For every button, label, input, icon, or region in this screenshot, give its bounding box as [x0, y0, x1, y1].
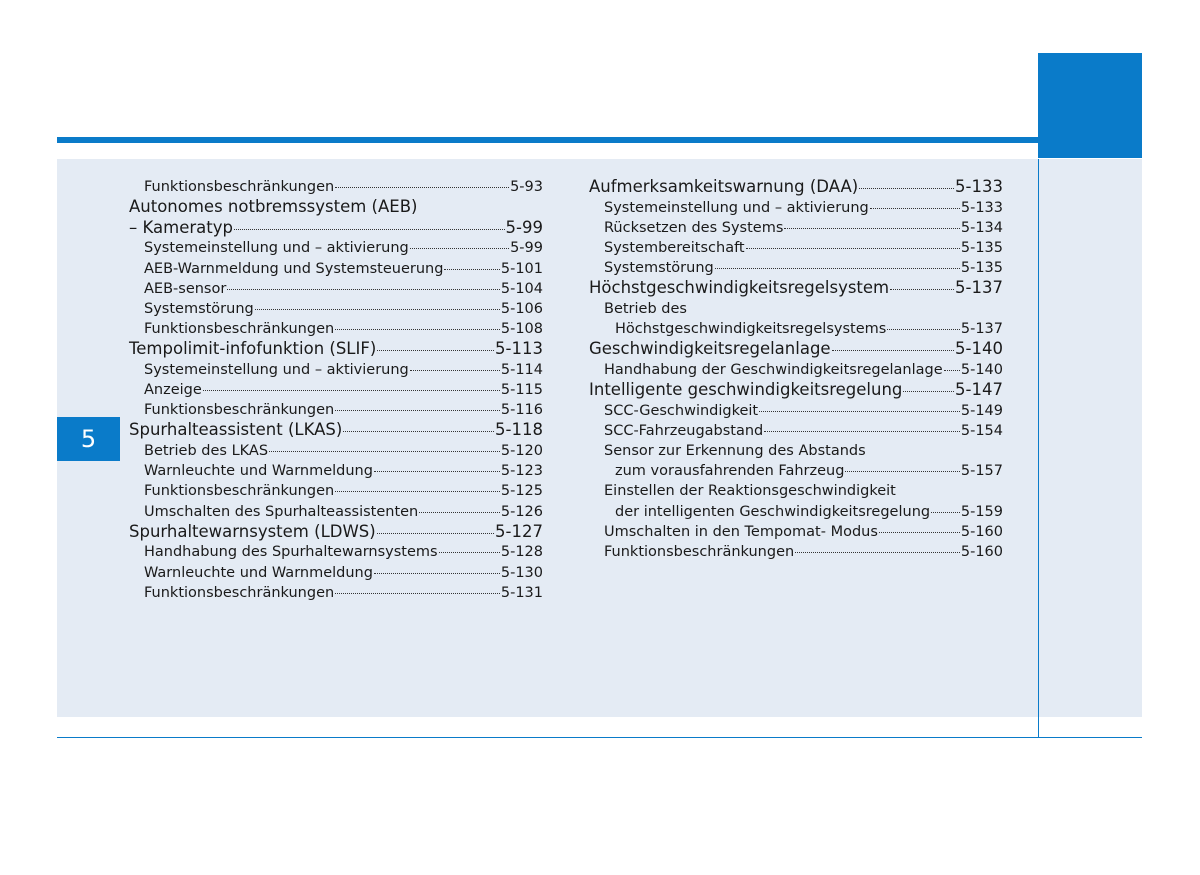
toc-entry-title: – Kameratyp	[129, 217, 233, 237]
toc-entry-page: 5-147	[955, 380, 1003, 400]
toc-entry-title: Systemeinstellung und – aktivierung	[144, 240, 409, 257]
dot-leader	[715, 268, 960, 269]
toc-entry-title: Spurhalteassistent (LKAS)	[129, 420, 343, 440]
toc-entry[interactable]	[589, 542, 1003, 562]
toc-entry-page: 5-137	[960, 321, 1003, 338]
dot-leader	[931, 512, 960, 513]
toc-entry-page: 5-99	[505, 217, 543, 237]
dot-leader	[419, 512, 500, 513]
toc-entry-title: der intelligenten Geschwindigkeitsregelung	[615, 503, 931, 520]
toc-entry[interactable]	[589, 522, 1003, 542]
toc-entry[interactable]	[589, 218, 1003, 238]
toc-entry[interactable]	[129, 177, 543, 197]
toc-entry[interactable]	[589, 421, 1003, 441]
toc-entry-title: Systemstörung	[604, 260, 714, 277]
dot-leader	[859, 188, 954, 189]
toc-entry-page: 5-125	[500, 483, 543, 500]
dot-leader	[335, 410, 500, 411]
toc-entry-title: Geschwindigkeitsregelanlage	[589, 339, 831, 359]
toc-entry-title: Warnleuchte und Warnmeldung	[144, 564, 373, 581]
toc-entry[interactable]	[129, 461, 543, 481]
toc-entry-page: 5-135	[960, 260, 1003, 277]
dot-leader	[410, 370, 500, 371]
toc-entry-page: 5-154	[960, 422, 1003, 439]
toc-entry-title: Funktionsbeschränkungen	[604, 544, 795, 560]
toc-entry-title: Systembereitschaft	[604, 239, 745, 256]
toc-entry-heading: Sensor zur Erkennung des Abstands	[604, 443, 866, 460]
toc-entry-title: AEB-sensor	[144, 280, 227, 297]
toc-entry-page: 5-127	[495, 521, 543, 541]
toc-entry[interactable]	[129, 542, 543, 562]
toc-entry-page: 5-120	[500, 443, 543, 460]
dot-leader	[784, 228, 959, 229]
toc-entry[interactable]	[129, 279, 543, 299]
dot-leader	[944, 370, 960, 371]
toc-entry-page: 5-160	[960, 523, 1003, 540]
toc-entry[interactable]	[129, 238, 543, 258]
dot-leader	[439, 552, 500, 553]
toc-entry[interactable]	[589, 238, 1003, 258]
header-rule	[57, 137, 1038, 143]
toc-entry-page: 5-106	[500, 300, 543, 317]
toc-entry-page: 5-115	[500, 382, 543, 399]
toc-entry-title: Funktionsbeschränkungen	[144, 584, 335, 601]
toc-entry-page: 5-137	[955, 278, 1003, 298]
toc-entry[interactable]	[589, 319, 1003, 339]
dot-leader	[746, 248, 960, 249]
dot-leader	[795, 552, 960, 553]
toc-entry-title: Intelligente geschwindigkeitsregelung	[589, 380, 903, 400]
toc-section-entry[interactable]	[589, 380, 1003, 401]
toc-entry-page: 5-101	[500, 260, 543, 277]
toc-entry-title: Systemeinstellung und – aktivierung	[144, 361, 409, 378]
toc-section-entry[interactable]	[589, 177, 1003, 198]
toc-entry-page: 5-149	[960, 402, 1003, 419]
dot-leader	[335, 593, 500, 594]
toc-entry-title: Umschalten in den Tempomat- Modus	[604, 523, 878, 540]
toc-entry-title: Höchstgeschwindigkeitsregelsystem	[589, 278, 890, 298]
toc-entry-page: 5-133	[960, 199, 1003, 216]
dot-leader	[335, 329, 500, 330]
toc-entry-page: 5-104	[500, 280, 543, 297]
toc-entry-page: 5-140	[955, 339, 1003, 359]
footer-rule	[57, 737, 1142, 738]
dot-leader	[269, 451, 500, 452]
toc-entry-page: 5-134	[960, 219, 1003, 236]
toc-entry-page: 5-128	[500, 544, 543, 561]
toc-entry-page: 5-140	[960, 361, 1003, 378]
dot-leader	[870, 208, 960, 209]
toc-entry-page: 5-126	[500, 503, 543, 520]
toc-entry[interactable]	[589, 502, 1003, 522]
toc-entry[interactable]	[129, 563, 543, 583]
toc-entry-page: 5-108	[500, 321, 543, 338]
toc-entry-title: Funktionsbeschränkungen	[144, 179, 335, 195]
toc-entry-title: Handhabung des Spurhaltewarnsystems	[144, 544, 438, 561]
toc-entry[interactable]	[129, 380, 543, 400]
dot-leader	[759, 411, 960, 412]
dot-leader	[890, 289, 954, 290]
toc-entry-title: SCC-Geschwindigkeit	[604, 402, 759, 419]
dot-leader	[410, 248, 509, 249]
toc-entry[interactable]	[129, 360, 543, 380]
toc-section-entry[interactable]	[129, 218, 543, 239]
toc-section-heading: Autonomes notbremssystem (AEB)	[129, 197, 418, 217]
dot-leader	[764, 431, 960, 432]
dot-leader	[444, 269, 499, 270]
dot-leader	[832, 350, 954, 351]
toc-entry-page: 5-114	[500, 361, 543, 378]
toc-entry-title: Funktionsbeschränkungen	[144, 402, 335, 419]
dot-leader	[879, 532, 960, 533]
toc-entry-page: 5-159	[960, 503, 1003, 520]
toc-column-right	[589, 177, 1003, 562]
dot-leader	[903, 391, 954, 392]
toc-entry[interactable]	[589, 401, 1003, 421]
toc-entry-page: 5-135	[960, 239, 1003, 256]
toc-column-left	[129, 177, 543, 603]
toc-entry-page: 5-116	[500, 402, 543, 419]
dot-leader	[203, 390, 500, 391]
toc-entry-title: Höchstgeschwindigkeitsregelsystems	[615, 321, 887, 338]
toc-entry-title: Aufmerksamkeitswarnung (DAA)	[589, 177, 859, 196]
toc-entry[interactable]	[129, 481, 543, 501]
toc-entry-page: 5-93	[510, 179, 543, 195]
toc-entry-page: 5-160	[960, 544, 1003, 560]
toc-entry[interactable]	[589, 258, 1003, 278]
toc-entry-title: Umschalten des Spurhalteassistenten	[144, 503, 419, 520]
toc-entry-page: 5-130	[500, 564, 543, 581]
toc-entry-heading: Betrieb des	[604, 300, 687, 317]
toc-entry-title: zum vorausfahrenden Fahrzeug	[615, 463, 845, 480]
dot-leader	[255, 309, 500, 310]
toc-section-entry[interactable]	[589, 278, 1003, 299]
toc-section-entry[interactable]	[589, 339, 1003, 360]
toc-section-entry[interactable]	[129, 522, 543, 543]
toc-entry-page: 5-123	[500, 463, 543, 480]
dot-leader	[377, 533, 494, 534]
dot-leader	[374, 471, 500, 472]
toc-entry-title: Handhabung der Geschwindigkeitsregelanlage	[604, 361, 943, 378]
dot-leader	[374, 573, 500, 574]
toc-entry-page: 5-99	[510, 240, 543, 257]
dot-leader	[377, 350, 494, 351]
dot-leader	[887, 329, 960, 330]
toc-entry-page: 5-131	[500, 584, 543, 601]
toc-entry[interactable]	[129, 400, 543, 420]
toc-entry-title: Betrieb des LKAS	[144, 443, 269, 460]
margin-divider	[1038, 159, 1039, 738]
toc-entry[interactable]	[589, 198, 1003, 218]
toc-entry-title: Systemstörung	[144, 300, 254, 317]
toc-entry-title: Spurhaltewarnsystem (LDWS)	[129, 521, 376, 541]
dot-leader	[335, 187, 509, 188]
toc-entry-title: Anzeige	[144, 382, 202, 399]
toc-entry-heading: Einstellen der Reaktionsgeschwindigkeit	[604, 483, 896, 500]
toc-entry[interactable]	[129, 583, 543, 603]
toc-entry-page: 5-157	[960, 463, 1003, 480]
toc-entry[interactable]	[129, 441, 543, 461]
toc-section-entry[interactable]	[129, 339, 543, 360]
toc-entry-title: Funktionsbeschränkungen	[144, 321, 335, 338]
toc-entry[interactable]	[589, 461, 1003, 481]
toc-entry-title: Systemeinstellung und – aktivierung	[604, 199, 869, 216]
toc-entry-page: 5-133	[955, 177, 1003, 196]
toc-entry[interactable]	[589, 360, 1003, 380]
toc-entry[interactable]	[129, 502, 543, 522]
toc-entry[interactable]	[129, 319, 543, 339]
dot-leader	[845, 471, 959, 472]
toc-entry-title: Funktionsbeschränkungen	[144, 483, 335, 500]
dot-leader	[335, 491, 500, 492]
toc-entry-title: Warnleuchte und Warnmeldung	[144, 463, 373, 480]
dot-leader	[343, 431, 494, 432]
toc-entry-title: Rücksetzen des Systems	[604, 219, 784, 236]
toc-entry[interactable]	[129, 299, 543, 319]
toc-entry-page: 5-118	[495, 420, 543, 440]
toc-section-entry[interactable]	[129, 420, 543, 441]
corner-tab-block	[1038, 53, 1142, 158]
toc-entry[interactable]	[129, 259, 543, 279]
chapter-number-tab: 5	[57, 417, 120, 461]
toc-entry-title: SCC-Fahrzeugabstand	[604, 422, 764, 439]
toc-entry-page: 5-113	[495, 339, 543, 359]
dot-leader	[227, 289, 500, 290]
dot-leader	[234, 229, 505, 230]
toc-entry-title: Tempolimit-infofunktion (SLIF)	[129, 339, 377, 359]
toc-entry-title: AEB-Warnmeldung und Systemsteuerung	[144, 260, 444, 277]
